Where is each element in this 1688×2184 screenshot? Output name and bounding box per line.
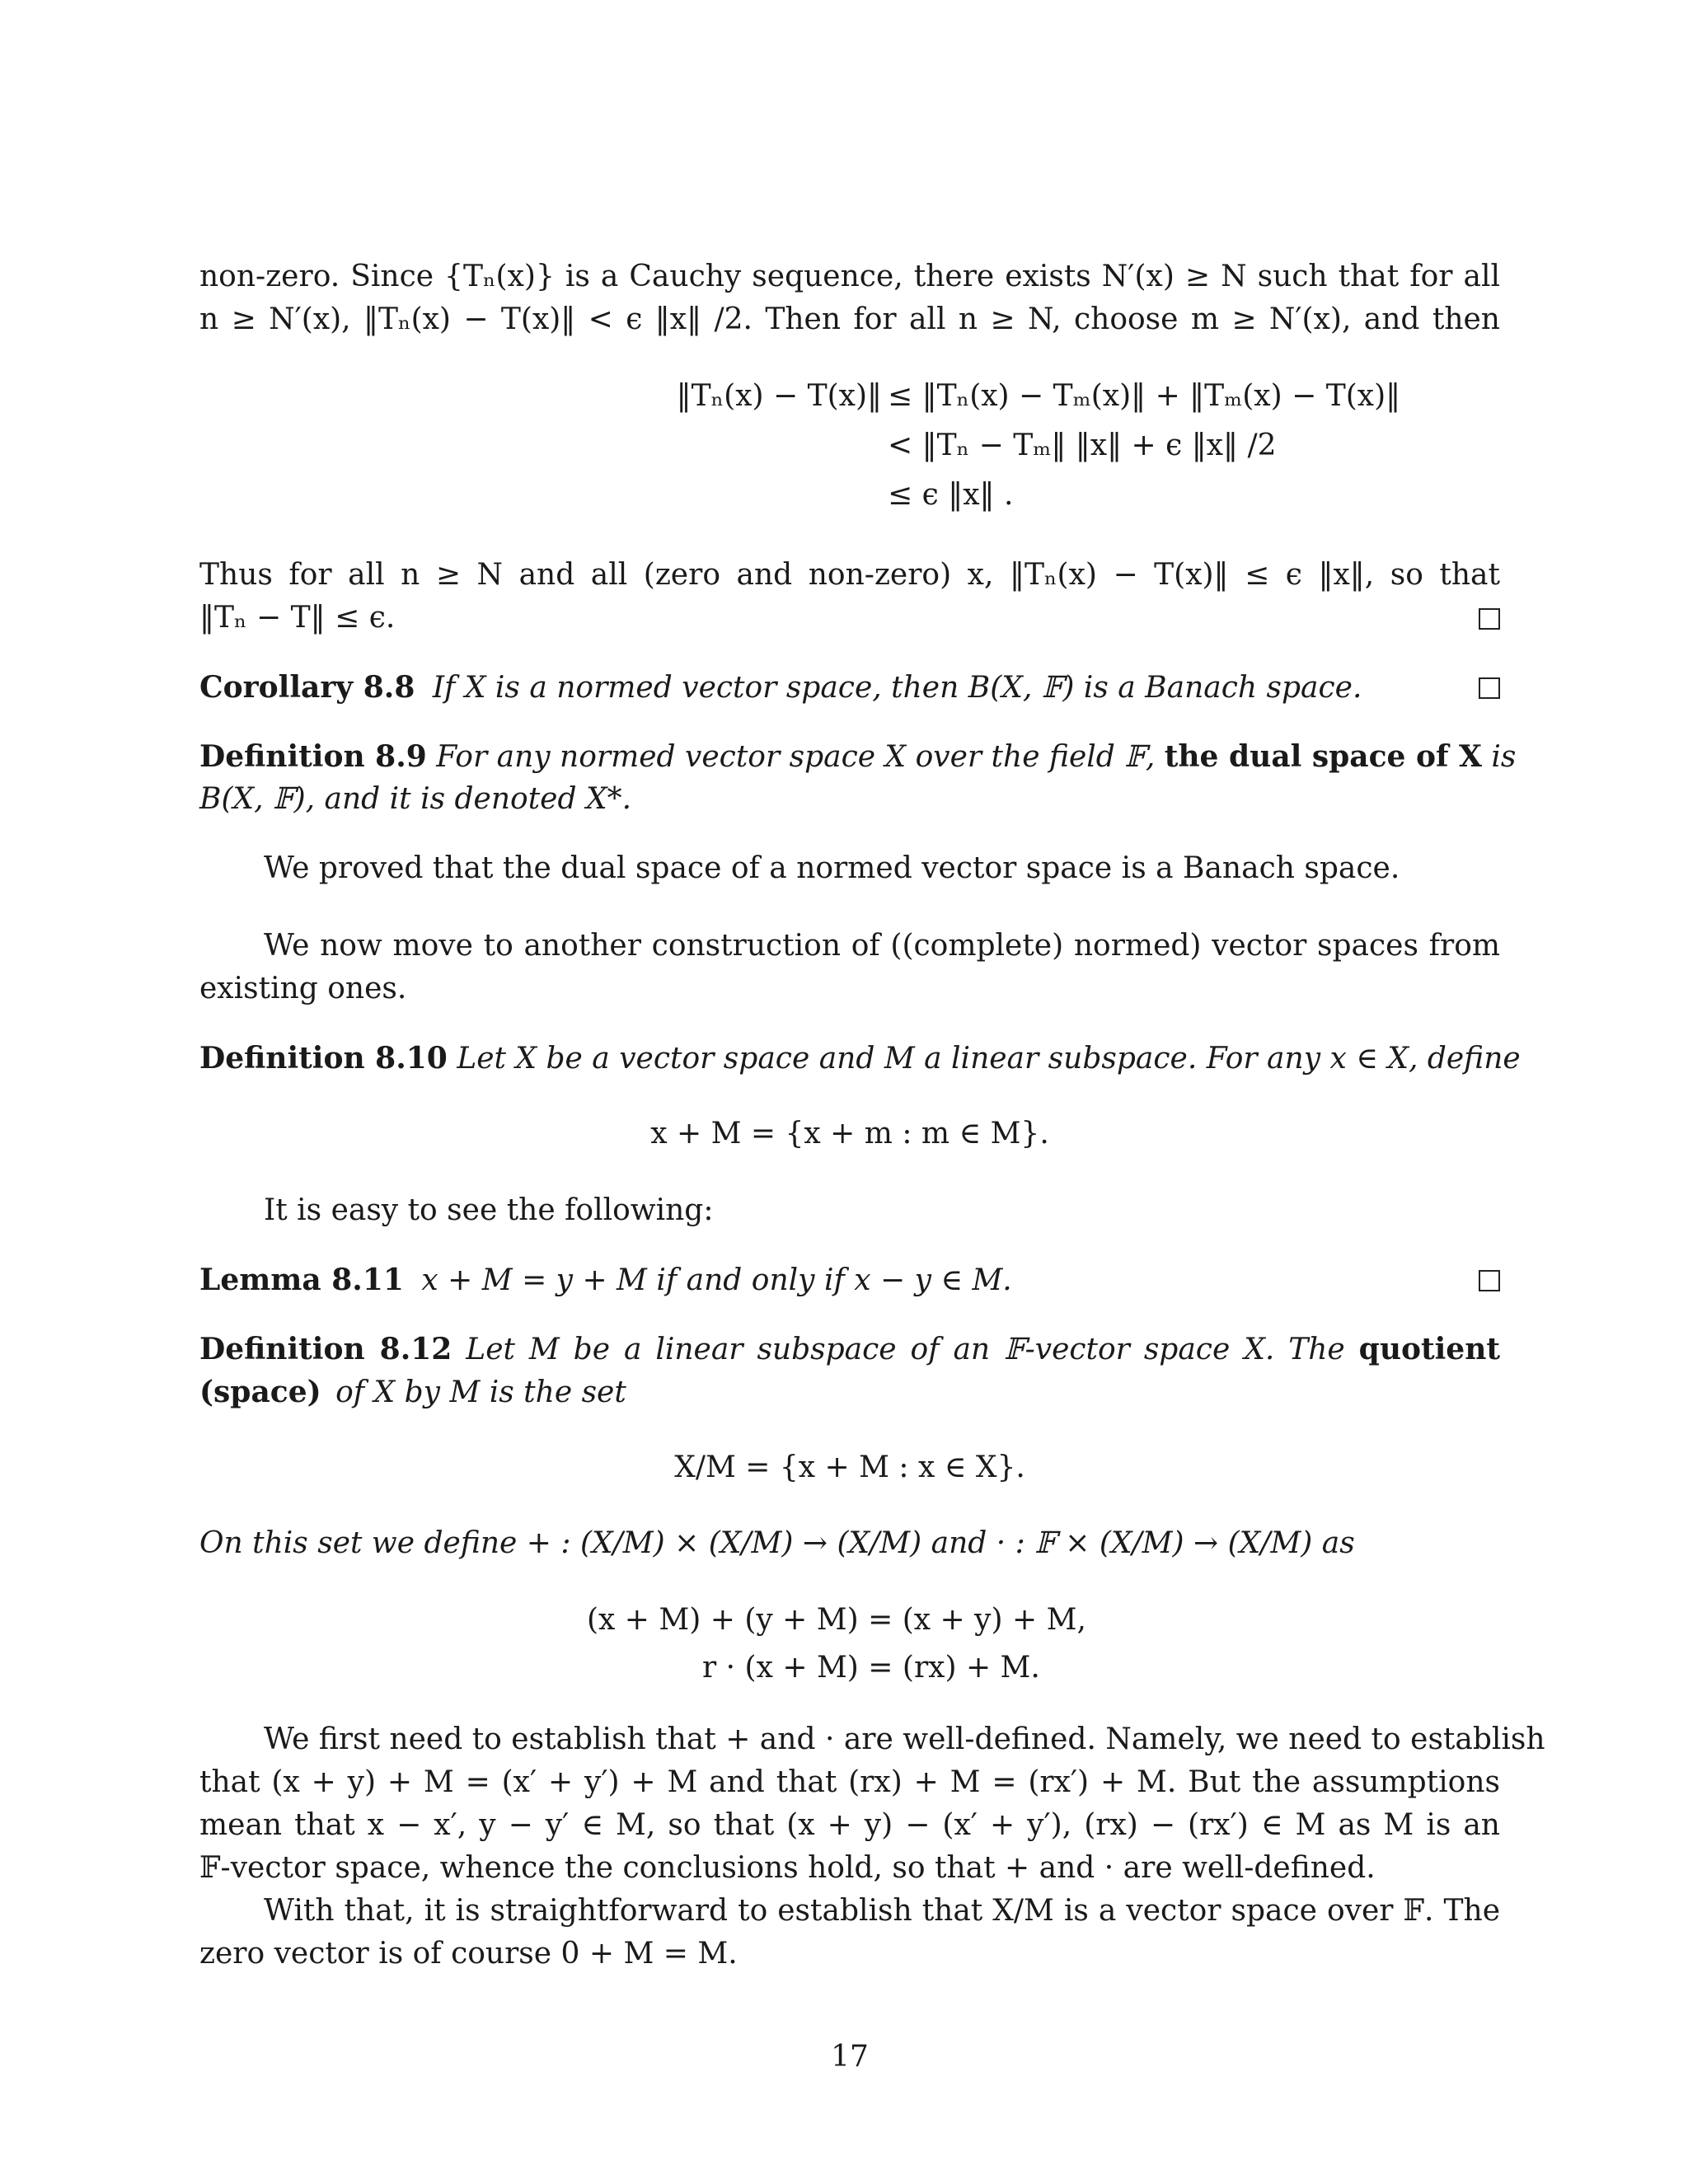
lemma-label: Lemma 8.11 (199, 1263, 404, 1297)
equation-row: ≤ ‖Tₙ(x) − Tₘ(x)‖ + ‖Tₘ(x) − T(x)‖ (888, 379, 1401, 413)
definition-text: of X by M is the set (335, 1376, 626, 1409)
paragraph-line: It is easy to see the following: (264, 1193, 714, 1227)
definition-label: Definition 8.9 (199, 739, 427, 774)
definition-text: For any normed vector space X over the field 𝔽, (436, 740, 1156, 774)
lemma-text: x + M = y + M if and only if x − y ∈ M. (421, 1263, 1012, 1297)
paragraph-line: existing ones. (199, 972, 407, 1005)
definition-8-12 (199, 1328, 1500, 1371)
paragraph-line: We now move to another construction of ((complete) normed) vector spaces from (264, 929, 1500, 963)
definition-text-line (199, 1371, 1500, 1414)
definition-text: Let M be a linear subspace of an 𝔽-vector space X. The (466, 1333, 1345, 1366)
qed-symbol (1479, 608, 1500, 630)
display-equation: X/M = {x + M : x ∈ X}. (674, 1451, 1025, 1484)
display-equation: x + M = {x + m : m ∈ M}. (650, 1117, 1049, 1151)
display-equation: r · (x + M) = (rx) + M. (702, 1651, 1040, 1685)
definition-8-9 (199, 735, 1517, 779)
corollary-text: If X is a normed vector space, then B(X, 𝔽) is a Banach space. (432, 671, 1362, 705)
paragraph-line: Thus for all n ≥ N and all (zero and non-zero) x, ‖Tₙ(x) − T(x)‖ ≤ ϵ ‖x‖, so that (199, 558, 1500, 592)
display-equation: (x + M) + (y + M) = (x + y) + M, (587, 1603, 1086, 1637)
qed-symbol (1479, 677, 1500, 699)
definition-term: quotient (1358, 1332, 1501, 1366)
paragraph-line: non-zero. Since {Tₙ(x)} is a Cauchy sequence, there exists N′(x) ≥ N such that for all (199, 260, 1500, 293)
corollary-8-8 (199, 666, 1500, 710)
document-page (199, 0, 1545, 2184)
definition-text-line: On this set we define + : (X/M) × (X/M) → (X/M) and · : 𝔽 × (X/M) → (X/M) as (199, 1526, 1355, 1560)
paragraph-line: 𝔽-vector space, whence the conclusions hold, so that + and · are well-defined. (199, 1851, 1376, 1885)
lemma-8-11 (199, 1258, 1500, 1302)
definition-text-line: B(X, 𝔽), and it is denoted X*. (199, 782, 632, 816)
definition-text: is (1491, 740, 1517, 774)
definition-8-10 (199, 1037, 1521, 1080)
equation-row: < ‖Tₙ − Tₘ‖ ‖x‖ + ϵ ‖x‖ /2 (888, 429, 1277, 462)
paragraph-line: n ≥ N′(x), ‖Tₙ(x) − T(x)‖ < ϵ ‖x‖ /2. Then for all n ≥ N, choose m ≥ N′(x), and then (199, 302, 1500, 336)
paragraph-line: ‖Tₙ − T‖ ≤ ϵ. (199, 601, 396, 635)
paragraph-line: zero vector is of course 0 + M = M. (199, 1937, 738, 1971)
definition-label: Definition 8.10 (199, 1041, 448, 1076)
paragraph-line: We first need to establish that + and · are well-defined. Namely, we need to establish (264, 1722, 1545, 1756)
definition-label: Definition 8.12 (199, 1332, 452, 1366)
paragraph-line: We proved that the dual space of a normed vector space is a Banach space. (264, 851, 1400, 885)
definition-term: (space) (199, 1375, 321, 1409)
equation-lhs: ‖Tₙ(x) − T(x)‖ (676, 379, 882, 413)
definition-term: the dual space of X (1164, 739, 1482, 774)
definition-text: Let X be a vector space and M a linear subspace. For any x ∈ X, define (457, 1042, 1521, 1076)
equation-row: ≤ ϵ ‖x‖ . (888, 478, 1014, 512)
qed-symbol (1479, 1270, 1500, 1291)
paragraph-line: that (x + y) + M = (x′ + y′) + M and that (rx) + M = (rx′) + M. But the assumptions (199, 1765, 1500, 1799)
paragraph-line: With that, it is straightforward to establish that X/M is a vector space over 𝔽. The (264, 1894, 1500, 1928)
paragraph-line: mean that x − x′, y − y′ ∈ M, so that (x + y) − (x′ + y′), (rx) − (rx′) ∈ M as M is an (199, 1808, 1500, 1842)
page-number: 17 (831, 2040, 869, 2074)
corollary-label: Corollary 8.8 (199, 670, 415, 705)
